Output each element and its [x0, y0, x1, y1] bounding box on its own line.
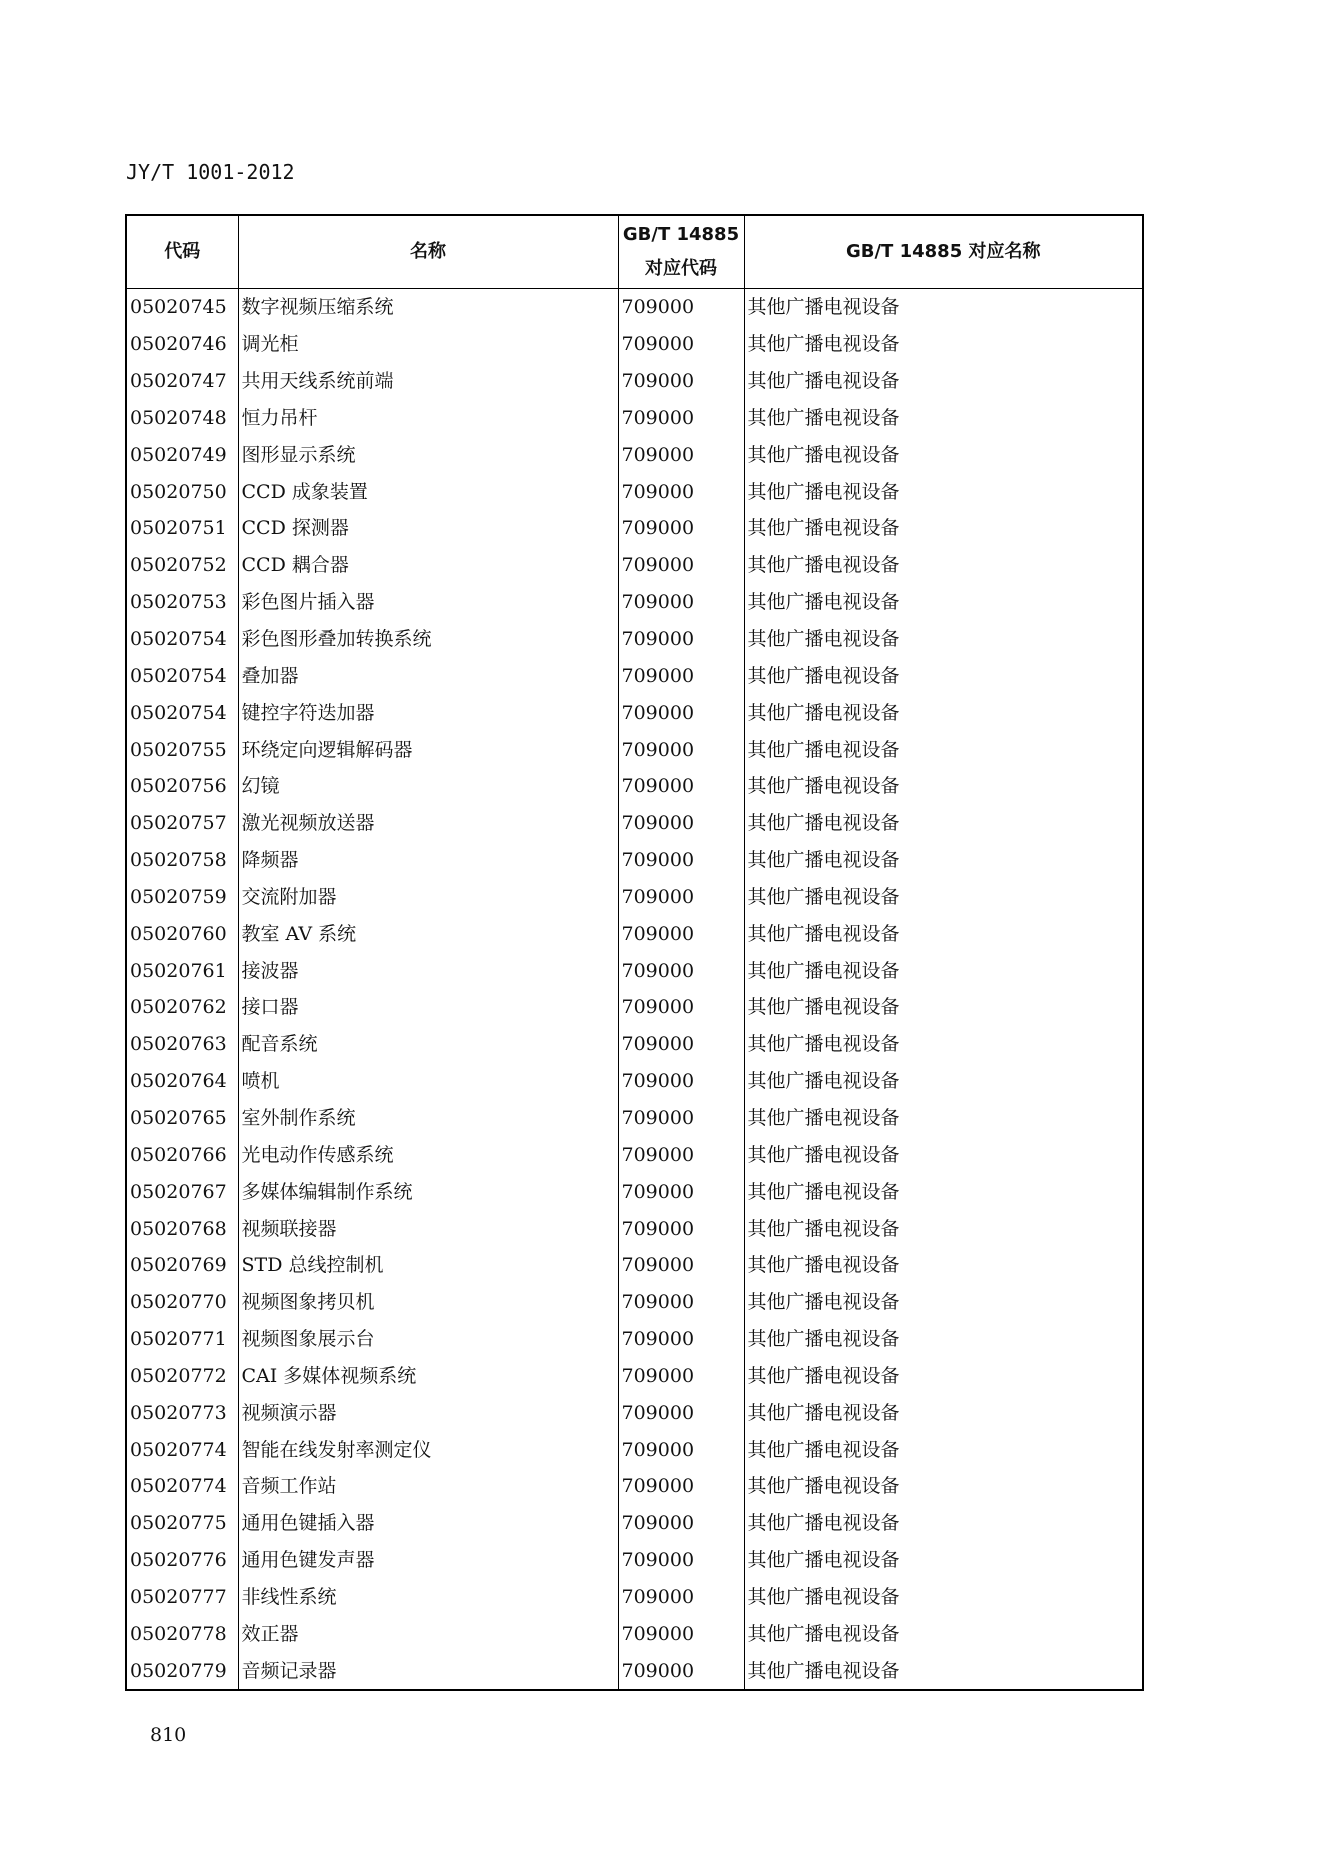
cell-gb-code: 709000: [618, 326, 744, 363]
cell-name: 激光视频放送器: [238, 805, 618, 842]
table-body: [126, 289, 1143, 1691]
cell-code: 05020755: [126, 731, 238, 768]
cell-name: 音频记录器: [238, 1652, 618, 1690]
table-row: [126, 731, 1143, 768]
table-row: [126, 326, 1143, 363]
cell-gb-name: 其他广播电视设备: [744, 1173, 1143, 1210]
cell-gb-code: 709000: [618, 621, 744, 658]
cell-name: CCD 成象装置: [238, 473, 618, 510]
cell-name: 光电动作传感系统: [238, 1136, 618, 1173]
table-row: [126, 1321, 1143, 1358]
cell-code: 05020762: [126, 989, 238, 1026]
table-row: [126, 547, 1143, 584]
cell-name: CAI 多媒体视频系统: [238, 1357, 618, 1394]
cell-code: 05020764: [126, 1063, 238, 1100]
cell-gb-code: 709000: [618, 1357, 744, 1394]
cell-gb-name: 其他广播电视设备: [744, 473, 1143, 510]
table-row: [126, 584, 1143, 621]
cell-gb-code: 709000: [618, 879, 744, 916]
cell-gb-code: 709000: [618, 989, 744, 1026]
table-row: [126, 915, 1143, 952]
table-row: [126, 1026, 1143, 1063]
cell-gb-name: 其他广播电视设备: [744, 1357, 1143, 1394]
table-row: [126, 289, 1143, 326]
cell-code: 05020779: [126, 1652, 238, 1690]
cell-code: 05020754: [126, 621, 238, 658]
cell-name: 叠加器: [238, 657, 618, 694]
cell-code: 05020759: [126, 879, 238, 916]
cell-code: 05020752: [126, 547, 238, 584]
table-row: [126, 1136, 1143, 1173]
cell-name: 环绕定向逻辑解码器: [238, 731, 618, 768]
table-row: [126, 1063, 1143, 1100]
cell-gb-code: 709000: [618, 1505, 744, 1542]
cell-code: 05020766: [126, 1136, 238, 1173]
cell-gb-code: 709000: [618, 1210, 744, 1247]
table-row: [126, 1615, 1143, 1652]
table-row: [126, 1468, 1143, 1505]
cell-code: 05020769: [126, 1247, 238, 1284]
cell-gb-name: 其他广播电视设备: [744, 289, 1143, 326]
table-row: [126, 1652, 1143, 1690]
cell-name: CCD 耦合器: [238, 547, 618, 584]
cell-gb-name: 其他广播电视设备: [744, 915, 1143, 952]
cell-gb-code: 709000: [618, 805, 744, 842]
table-row: [126, 657, 1143, 694]
cell-code: 05020747: [126, 363, 238, 400]
table-row: [126, 694, 1143, 731]
cell-gb-name: 其他广播电视设备: [744, 731, 1143, 768]
cell-name: CCD 探测器: [238, 510, 618, 547]
cell-code: 05020751: [126, 510, 238, 547]
cell-code: 05020757: [126, 805, 238, 842]
table-row: [126, 1357, 1143, 1394]
cell-gb-name: 其他广播电视设备: [744, 1394, 1143, 1431]
cell-gb-name: 其他广播电视设备: [744, 842, 1143, 879]
cell-name: 恒力吊杆: [238, 400, 618, 437]
cell-gb-code: 709000: [618, 731, 744, 768]
cell-gb-name: 其他广播电视设备: [744, 989, 1143, 1026]
table-row: [126, 1284, 1143, 1321]
cell-code: 05020745: [126, 289, 238, 326]
table-row: [126, 842, 1143, 879]
cell-name: 室外制作系统: [238, 1100, 618, 1137]
cell-gb-name: 其他广播电视设备: [744, 1210, 1143, 1247]
cell-code: 05020748: [126, 400, 238, 437]
cell-gb-code: 709000: [618, 1136, 744, 1173]
cell-name: 彩色图片插入器: [238, 584, 618, 621]
cell-code: 05020756: [126, 768, 238, 805]
cell-name: 视频图象展示台: [238, 1321, 618, 1358]
cell-gb-code: 709000: [618, 1321, 744, 1358]
cell-gb-name: 其他广播电视设备: [744, 436, 1143, 473]
cell-gb-name: 其他广播电视设备: [744, 1652, 1143, 1690]
cell-name: 通用色键插入器: [238, 1505, 618, 1542]
table-row: [126, 952, 1143, 989]
cell-name: 接口器: [238, 989, 618, 1026]
cell-gb-name: 其他广播电视设备: [744, 510, 1143, 547]
cell-gb-name: 其他广播电视设备: [744, 768, 1143, 805]
cell-gb-code: 709000: [618, 1173, 744, 1210]
cell-gb-code: 709000: [618, 473, 744, 510]
table-header-row: [126, 215, 1143, 289]
cell-gb-name: 其他广播电视设备: [744, 1468, 1143, 1505]
cell-code: 05020771: [126, 1321, 238, 1358]
cell-code: 05020776: [126, 1542, 238, 1579]
cell-gb-code: 709000: [618, 1063, 744, 1100]
cell-name: 视频联接器: [238, 1210, 618, 1247]
cell-gb-code: 709000: [618, 584, 744, 621]
cell-name: STD 总线控制机: [238, 1247, 618, 1284]
cell-gb-code: 709000: [618, 1579, 744, 1616]
table-row: [126, 1210, 1143, 1247]
column-header-name: 名称: [238, 215, 618, 289]
cell-name: 共用天线系统前端: [238, 363, 618, 400]
cell-gb-name: 其他广播电视设备: [744, 621, 1143, 658]
table-row: [126, 363, 1143, 400]
cell-code: 05020773: [126, 1394, 238, 1431]
cell-gb-code: 709000: [618, 768, 744, 805]
cell-gb-name: 其他广播电视设备: [744, 1542, 1143, 1579]
cell-code: 05020765: [126, 1100, 238, 1137]
cell-gb-name: 其他广播电视设备: [744, 1136, 1143, 1173]
cell-gb-name: 其他广播电视设备: [744, 1431, 1143, 1468]
cell-name: 喷机: [238, 1063, 618, 1100]
cell-gb-code: 709000: [618, 1431, 744, 1468]
cell-name: 配音系统: [238, 1026, 618, 1063]
cell-name: 幻镜: [238, 768, 618, 805]
column-header-code: 代码: [126, 215, 238, 289]
cell-code: 05020775: [126, 1505, 238, 1542]
cell-name: 键控字符迭加器: [238, 694, 618, 731]
cell-name: 调光柜: [238, 326, 618, 363]
cell-code: 05020777: [126, 1579, 238, 1616]
cell-gb-name: 其他广播电视设备: [744, 584, 1143, 621]
cell-code: 05020767: [126, 1173, 238, 1210]
column-header-gb-name: GB/T 14885 对应名称: [744, 215, 1143, 289]
cell-gb-code: 709000: [618, 1100, 744, 1137]
cell-code: 05020758: [126, 842, 238, 879]
table-row: [126, 621, 1143, 658]
cell-name: 多媒体编辑制作系统: [238, 1173, 618, 1210]
cell-code: 05020749: [126, 436, 238, 473]
cell-name: 交流附加器: [238, 879, 618, 916]
cell-gb-name: 其他广播电视设备: [744, 547, 1143, 584]
cell-gb-code: 709000: [618, 510, 744, 547]
cell-gb-code: 709000: [618, 1542, 744, 1579]
table-row: [126, 1247, 1143, 1284]
cell-gb-code: 709000: [618, 915, 744, 952]
cell-code: 05020750: [126, 473, 238, 510]
cell-name: 图形显示系统: [238, 436, 618, 473]
cell-gb-name: 其他广播电视设备: [744, 326, 1143, 363]
cell-code: 05020770: [126, 1284, 238, 1321]
column-header-gb-code: [618, 215, 744, 289]
cell-name: 非线性系统: [238, 1579, 618, 1616]
cell-code: 05020774: [126, 1431, 238, 1468]
cell-gb-name: 其他广播电视设备: [744, 879, 1143, 916]
cell-gb-code: 709000: [618, 694, 744, 731]
cell-name: 通用色键发声器: [238, 1542, 618, 1579]
cell-gb-code: 709000: [618, 1468, 744, 1505]
cell-gb-name: 其他广播电视设备: [744, 363, 1143, 400]
cell-gb-name: 其他广播电视设备: [744, 1505, 1143, 1542]
cell-code: 05020754: [126, 694, 238, 731]
cell-gb-name: 其他广播电视设备: [744, 1100, 1143, 1137]
table-row: [126, 1579, 1143, 1616]
column-header-gb-code-line2: 对应代码: [645, 258, 717, 279]
cell-name: 降频器: [238, 842, 618, 879]
cell-code: 05020768: [126, 1210, 238, 1247]
cell-gb-code: 709000: [618, 1394, 744, 1431]
cell-gb-code: 709000: [618, 1652, 744, 1690]
cell-gb-name: 其他广播电视设备: [744, 952, 1143, 989]
page-number: 810: [150, 1724, 187, 1746]
table-row: [126, 1542, 1143, 1579]
cell-gb-code: 709000: [618, 400, 744, 437]
cell-gb-code: 709000: [618, 363, 744, 400]
cell-gb-name: 其他广播电视设备: [744, 1321, 1143, 1358]
cell-gb-name: 其他广播电视设备: [744, 1026, 1143, 1063]
cell-gb-name: 其他广播电视设备: [744, 657, 1143, 694]
table-row: [126, 510, 1143, 547]
table-row: [126, 1505, 1143, 1542]
cell-gb-name: 其他广播电视设备: [744, 694, 1143, 731]
column-header-gb-code-line1: GB/T 14885: [622, 224, 740, 245]
table-row: [126, 879, 1143, 916]
cell-code: 05020746: [126, 326, 238, 363]
cell-name: 教室 AV 系统: [238, 915, 618, 952]
table-row: [126, 1394, 1143, 1431]
cell-gb-name: 其他广播电视设备: [744, 1579, 1143, 1616]
document-id: JY/T 1001-2012: [126, 160, 295, 184]
cell-gb-name: 其他广播电视设备: [744, 400, 1143, 437]
cell-code: 05020774: [126, 1468, 238, 1505]
cell-gb-code: 709000: [618, 436, 744, 473]
cell-code: 05020753: [126, 584, 238, 621]
cell-gb-code: 709000: [618, 547, 744, 584]
cell-gb-code: 709000: [618, 657, 744, 694]
cell-name: 效正器: [238, 1615, 618, 1652]
cell-code: 05020754: [126, 657, 238, 694]
cell-gb-code: 709000: [618, 952, 744, 989]
cell-name: 音频工作站: [238, 1468, 618, 1505]
table-row: [126, 1431, 1143, 1468]
classification-table: [125, 214, 1144, 1691]
table-row: [126, 473, 1143, 510]
table-row: [126, 1173, 1143, 1210]
table-row: [126, 768, 1143, 805]
cell-name: 视频演示器: [238, 1394, 618, 1431]
cell-gb-name: 其他广播电视设备: [744, 1615, 1143, 1652]
table-row: [126, 989, 1143, 1026]
cell-gb-code: 709000: [618, 1026, 744, 1063]
cell-gb-code: 709000: [618, 842, 744, 879]
table-row: [126, 805, 1143, 842]
cell-gb-name: 其他广播电视设备: [744, 805, 1143, 842]
table-row: [126, 400, 1143, 437]
cell-gb-code: 709000: [618, 1284, 744, 1321]
cell-gb-code: 709000: [618, 289, 744, 326]
table-row: [126, 436, 1143, 473]
cell-code: 05020761: [126, 952, 238, 989]
cell-gb-code: 709000: [618, 1615, 744, 1652]
cell-gb-name: 其他广播电视设备: [744, 1284, 1143, 1321]
cell-name: 彩色图形叠加转换系统: [238, 621, 618, 658]
cell-code: 05020778: [126, 1615, 238, 1652]
cell-name: 接波器: [238, 952, 618, 989]
cell-code: 05020760: [126, 915, 238, 952]
cell-gb-code: 709000: [618, 1247, 744, 1284]
cell-name: 数字视频压缩系统: [238, 289, 618, 326]
cell-name: 智能在线发射率测定仪: [238, 1431, 618, 1468]
cell-gb-name: 其他广播电视设备: [744, 1247, 1143, 1284]
cell-code: 05020772: [126, 1357, 238, 1394]
cell-code: 05020763: [126, 1026, 238, 1063]
cell-name: 视频图象拷贝机: [238, 1284, 618, 1321]
table-row: [126, 1100, 1143, 1137]
cell-gb-name: 其他广播电视设备: [744, 1063, 1143, 1100]
